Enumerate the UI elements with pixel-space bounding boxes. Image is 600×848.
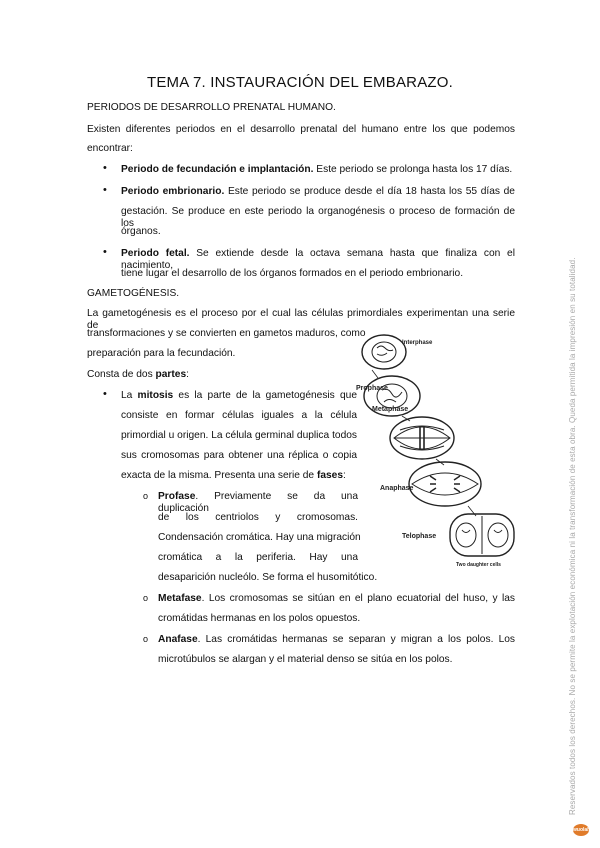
bullet-icon: • [103,162,107,174]
anaphase-cell [409,462,481,506]
mitosis-pre: La [121,390,138,401]
telophase-label: Telophase [402,533,437,540]
parts-bold: partes [155,369,187,380]
intro-line-2: encontrar: [87,143,133,154]
circle-bullet-icon: o [143,593,149,603]
parts-suffix: : [186,369,189,380]
period-name: Periodo fetal. [121,248,190,259]
telophase-cells [450,514,514,556]
period-embrionario-line2: gestación. Se produce en este periodo la organogénesis o proceso de formación de los [121,206,515,229]
gameto-line-1: La gametogénesis es el proceso por el cual las células primordiales experimentan una serie de [87,308,515,331]
phase-metafase-line2: cromátidas hermanas en los polos opuestos. [158,613,361,624]
phase-profase-line4: cromática a la periferia. Hay una [158,552,358,563]
phase-anafase-line2: microtúbulos se alargan y el material denso se sitúa en los polos. [158,654,453,665]
interphase-label: Interphase [402,340,433,346]
phase-name: Metafase [158,593,202,604]
period-text: Este periodo se prolonga hasta los 17 días. [313,164,513,175]
period-fetal-line2: tiene lugar el desarrollo de los órganos formados en el periodo embrionario. [121,268,464,279]
mitosis-line-3: primordial u origen. La célula germinal duplica todos [121,430,357,441]
mitosis-line-5 [121,470,346,482]
parts-prefix: Consta de dos [87,369,156,380]
period-name: Periodo de fecundación e implantación. [121,164,314,175]
page-title: TEMA 7. INSTAURACIÓN DEL EMBARAZO. [146,74,454,91]
phase-metafase [158,593,515,605]
phase-profase-line3: Condensación cromática. Hay una migración [158,532,361,543]
mitosis-line5-post: : [343,470,346,481]
mitosis-line5-pre: exacta de la misma. Presenta una serie de [121,470,317,481]
period-embrionario [121,186,515,198]
period-fecundacion [121,164,512,176]
parts-line [87,369,189,381]
period-embrionario-line3: órganos. [121,226,161,237]
period-text: Se extiende desde la octava semana hasta que finaliza con el nacimiento, [121,248,515,271]
phase-text: . Los cromosomas se sitúan en el plano ecuatorial del huso, y las [201,593,515,604]
period-text: Este periodo se produce desde el día 18 hasta los 55 días de [224,186,515,197]
intro-line-1: Existen diferentes periodos en el desarrollo prenatal del humano entre los que podemos [87,124,515,135]
wuolah-logo-icon: wuolah [573,824,589,836]
mitosis-line-1 [121,390,357,402]
mitosis-diagram [350,330,520,570]
phase-profase-line2: de los centriolos y cromosomas. [158,512,358,523]
metaphase-label: Metaphase [372,406,409,413]
prophase-label: Prophase [356,385,388,392]
phase-name: Anafase [158,634,198,645]
metaphase-cell [390,417,454,459]
bullet-icon: • [103,388,107,400]
mitosis-line-2: consiste en formar células iguales a la célula [121,410,357,421]
interphase-cell [362,335,406,369]
phase-text: . Previamente se da una duplicación [158,491,358,514]
phase-anafase [158,634,515,646]
mitosis-bold: mitosis [137,390,174,401]
anaphase-label: Anaphase [380,485,414,492]
phase-name: Profase [158,491,196,502]
mitosis-line5-bold: fases [316,470,343,481]
gameto-line-3: preparación para la fecundación. [87,348,236,359]
copyright-side-text: Reservados todos los derechos. No se permite la explotación económica ni la transformación de esta obra. Queda permitida la impresión en su totalidad. [568,257,577,815]
phase-text: . Las cromátidas hermanas se separan y migran a los polos. Los [197,634,515,645]
gameto-line-2: transformaciones y se convierten en gametos maduros, como [87,328,366,339]
section-heading-gametogenesis: GAMETOGÉNESIS. [87,288,180,299]
phase-profase-line5: desaparición nucleólo. Se forma el husomitótico. [158,572,378,583]
period-name: Periodo embrionario. [121,186,225,197]
mitosis-line-4: sus cromosomas para obtener una réplica o copia [121,450,357,461]
bullet-icon: • [103,246,107,258]
daughter-cells-label: Two daughter cells [456,562,501,568]
mitosis-text: es la parte de la gametogénesis que [173,390,357,401]
circle-bullet-icon: o [143,634,149,644]
circle-bullet-icon: o [143,491,149,501]
section-heading-prenatal: PERIODOS DE DESARROLLO PRENATAL HUMANO. [87,102,336,113]
bullet-icon: • [103,184,107,196]
